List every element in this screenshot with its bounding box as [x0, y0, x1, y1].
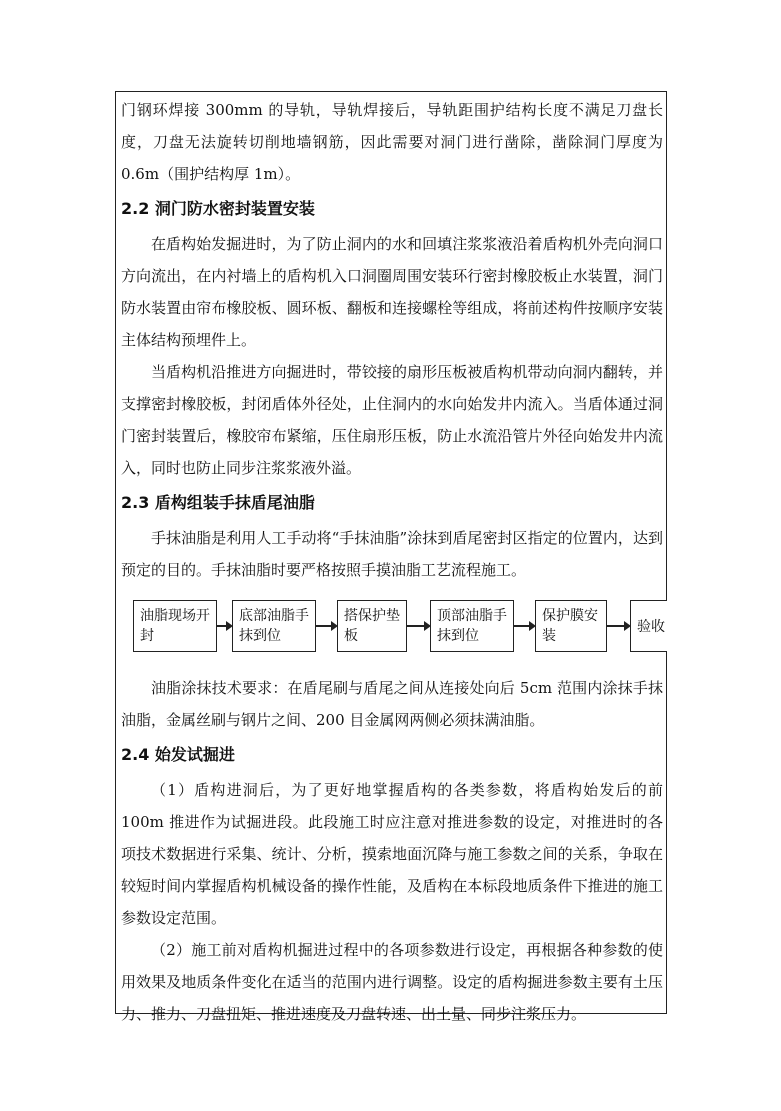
- flow-step-6: 验收: [630, 600, 667, 652]
- paragraph: （1）盾构进洞后，为了更好地掌握盾构的各类参数，将盾构始发后的前 100m 推进作为试掘进段。此段施工时应注意对推进参数的设定，对推进时的各项技术数据进行采集、统计、分析，摸索地面沉降与施工参数之间的关系，争取在较短时间内掌握盾构机械设备的操作性能，及盾构在本标段地质条件下推进的施工参数设定范围。: [121, 781, 663, 927]
- section-heading-2-2: 2.2 洞门防水密封装置安装: [121, 199, 315, 218]
- flow-step-1: 油脂现场开封: [133, 600, 217, 652]
- flow-arrow: [407, 625, 429, 627]
- document-body: [121, 94, 663, 1030]
- paragraph-continued: 门钢环焊接 300mm 的导轨，导轨焊接后，导轨距围护结构长度不满足刀盘长度，刀盘无法旋转切削地墙钢筋，因此需要对洞门进行凿除，凿除洞门厚度为 0.6m（围护结构厚 1m）。: [121, 101, 663, 183]
- paragraph: 在盾构始发掘进时，为了防止洞内的水和回填注浆浆液沿着盾构机外壳向洞口方向流出，在内衬墙上的盾构机入口洞圈周围安装环行密封橡胶板止水装置，洞门防水装置由帘布橡胶板、圆环板、翻板和连接螺栓等组成，将前述构件按顺序安装主体结构预埋件上。: [121, 235, 663, 349]
- flow-arrow: [607, 625, 629, 627]
- process-flow-diagram: [121, 592, 663, 670]
- section-heading-2-4: 2.4 始发试掘进: [121, 745, 235, 764]
- section-heading-2-3: 2.3 盾构组装手抹盾尾油脂: [121, 493, 315, 512]
- flow-step-4: 顶部油脂手抹到位: [430, 600, 514, 652]
- paragraph: 油脂涂抹技术要求：在盾尾刷与盾尾之间从连接处向后 5cm 范围内涂抹手抹油脂，金属丝刷与钢片之间、200 目金属网两侧必须抹满油脂。: [121, 679, 663, 729]
- paragraph: 当盾构机沿推进方向掘进时，带铰接的扇形压板被盾构机带动向洞内翻转，并支撑密封橡胶板，封闭盾体外径处，止住洞内的水向始发井内流入。当盾体通过洞门密封装置后，橡胶帘布紧缩，压住扇形压板，防止水流沿管片外径向始发井内流入，同时也防止同步注浆浆液外溢。: [121, 363, 663, 477]
- flow-arrow: [316, 625, 336, 627]
- flow-arrow: [217, 625, 231, 627]
- flow-arrow: [514, 625, 534, 627]
- paragraph: （2）施工前对盾构机掘进过程中的各项参数进行设定，再根据各种参数的使用效果及地质条件变化在适当的范围内进行调整。设定的盾构掘进参数主要有土压力、推力、刀盘扭矩、推进速度及刀盘转速、出土量、同步注浆压力。: [121, 941, 663, 1023]
- flow-step-2: 底部油脂手抹到位: [232, 600, 316, 652]
- flow-step-3: 搭保护垫板: [337, 600, 407, 652]
- paragraph: 手抹油脂是利用人工手动将“手抹油脂”涂抹到盾尾密封区指定的位置内，达到预定的目的。手抹油脂时要严格按照手摸油脂工艺流程施工。: [121, 529, 663, 579]
- flow-step-5: 保护膜安装: [535, 600, 607, 652]
